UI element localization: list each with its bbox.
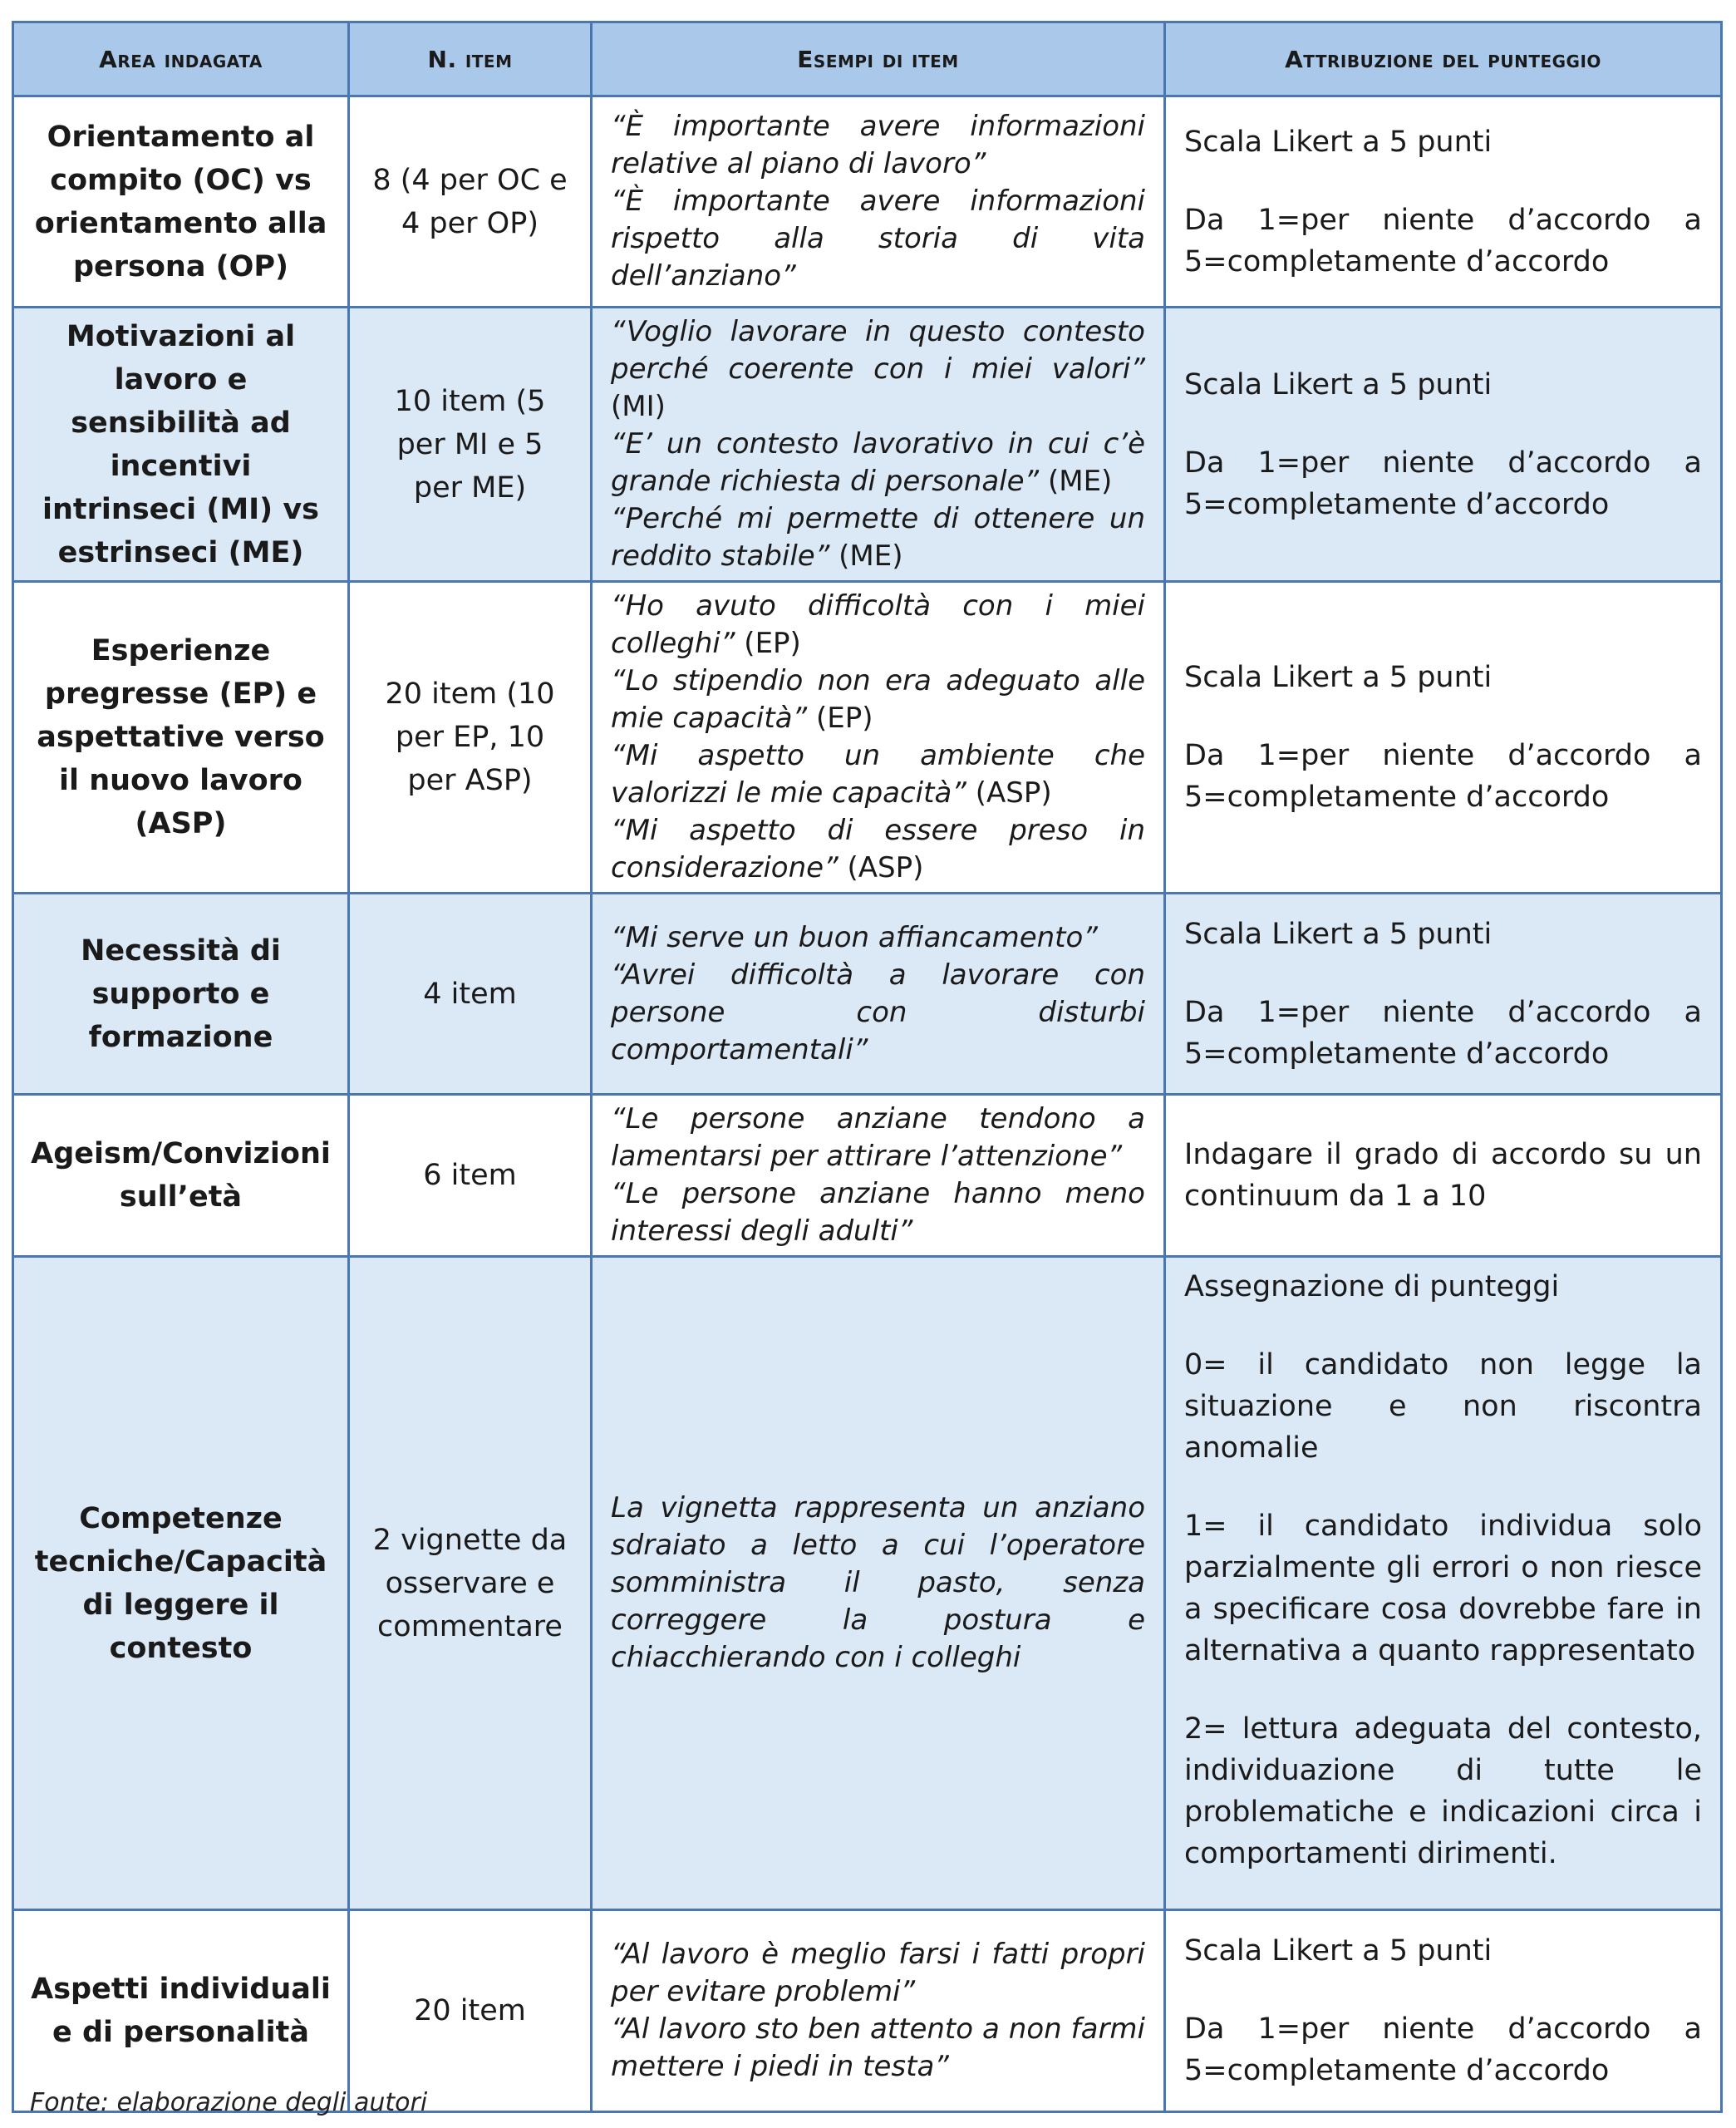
- example-tag: (ME): [829, 539, 903, 573]
- example-item: [611, 588, 1145, 663]
- header-esempi: Esempi di item: [592, 22, 1165, 96]
- punteggio-cell: [1165, 1257, 1722, 1910]
- header-row: [13, 22, 1722, 96]
- example-item: [611, 1175, 1145, 1250]
- example-quote: “Mi serve un buon affiancamento”: [611, 920, 1098, 954]
- example-quote: La vignetta rappresenta un anziano sdraiato a letto a cui l’operatore somministra il pasto, senza correggere la postura e chiacchierando con i colleghi: [611, 1491, 1145, 1674]
- example-quote: “Mi aspetto di essere preso in considerazione”: [611, 814, 1145, 884]
- punteggio-cell: [1165, 1910, 1722, 2112]
- esempi-cell: [592, 582, 1165, 894]
- example-item: [611, 2011, 1145, 2086]
- example-item: [611, 663, 1145, 737]
- example-item: [611, 737, 1145, 812]
- punteggio-cell: [1165, 582, 1722, 894]
- punteggio-cell: [1165, 1095, 1722, 1257]
- example-tag: (ME): [1039, 465, 1113, 498]
- example-quote: “È importante avere informazioni rispetto alla storia di vita dell’anziano”: [611, 185, 1145, 293]
- example-tag: (ASP): [838, 851, 924, 884]
- nitem-cell: 2 vignette da osservare e commentare: [349, 1257, 592, 1910]
- table-row: [13, 1910, 1722, 2112]
- area-cell: Motivazioni al lavoro e sensibilità ad incentivi intrinseci (MI) vs estrinseci (ME): [13, 308, 349, 582]
- nitem-cell: 8 (4 per OC e 4 per OP): [349, 96, 592, 308]
- example-quote: “E’ un contesto lavorativo in cui c’è grande richiesta di personale”: [611, 427, 1145, 498]
- example-tag: (EP): [807, 702, 873, 735]
- example-quote: “Mi aspetto un ambiente che valorizzi le mie capacità”: [611, 739, 1145, 810]
- example-quote: “Ho avuto difficoltà con i miei colleghi”: [611, 589, 1145, 660]
- example-item: [611, 1936, 1145, 2011]
- example-quote: “Al lavoro è meglio farsi i fatti propri per evitare problemi”: [611, 1938, 1145, 2008]
- example-item: [611, 500, 1145, 575]
- punteggio-line: Scala Likert a 5 punti: [1184, 1934, 1493, 1968]
- example-quote: “Lo stipendio non era adeguato alle mie capacità”: [611, 664, 1145, 735]
- header-punteggio: Attribuzione del punteggio: [1165, 22, 1722, 96]
- esempi-cell: [592, 1910, 1165, 2112]
- header-nitem: N. item: [349, 22, 592, 96]
- esempi-cell: [592, 1257, 1165, 1910]
- esempi-cell: [592, 894, 1165, 1095]
- area-cell: Esperienze pregresse (EP) e aspettative verso il nuovo lavoro (ASP): [13, 582, 349, 894]
- table-row: [13, 96, 1722, 308]
- punteggio-line: 1= il candidato individua solo parzialmente gli errori o non riesce a specificare cosa dovrebbe fare in alternativa a quanto rappresentato: [1184, 1510, 1702, 1667]
- punteggio-line: Scala Likert a 5 punti: [1184, 125, 1493, 159]
- example-quote: “Le persone anziane tendono a lamentarsi per attirare l’attenzione”: [611, 1102, 1145, 1173]
- punteggio-line: Da 1=per niente d’accordo a 5=completamente d’accordo: [1184, 739, 1702, 814]
- nitem-cell: 10 item (5 per MI e 5 per ME): [349, 308, 592, 582]
- example-item: [611, 1101, 1145, 1175]
- punteggio-line: Assegnazione di punteggi: [1184, 1270, 1560, 1303]
- table-row: [13, 308, 1722, 582]
- punteggio-line: Da 1=per niente d’accordo a 5=completamente d’accordo: [1184, 203, 1702, 278]
- example-quote: “Al lavoro sto ben attento a non farmi mettere i piedi in testa”: [611, 2012, 1145, 2083]
- area-cell: Orientamento al compito (OC) vs orientamento alla persona (OP): [13, 96, 349, 308]
- example-item: [611, 108, 1145, 183]
- items-table: [12, 21, 1723, 2113]
- table-row: [13, 1257, 1722, 1910]
- nitem-cell: 6 item: [349, 1095, 592, 1257]
- punteggio-line: 2= lettura adeguata del contesto, individuazione di tutte le problematiche e indicazioni circa i comportamenti dirimenti.: [1184, 1712, 1702, 1870]
- example-item: [611, 919, 1145, 957]
- table-row: [13, 1095, 1722, 1257]
- punteggio-cell: [1165, 96, 1722, 308]
- nitem-cell: 20 item (10 per EP, 10 per ASP): [349, 582, 592, 894]
- source-note: Fonte: elaborazione degli autori: [30, 2088, 428, 2117]
- esempi-cell: [592, 308, 1165, 582]
- punteggio-line: 0= il candidato non legge la situazione e non riscontra anomalie: [1184, 1348, 1702, 1465]
- example-tag: (MI): [611, 390, 666, 423]
- example-quote: “Le persone anziane hanno meno interessi degli adulti”: [611, 1177, 1145, 1248]
- table-row: [13, 582, 1722, 894]
- area-cell: Competenze tecniche/Capacità di leggere il contesto: [13, 1257, 349, 1910]
- punteggio-cell: [1165, 308, 1722, 582]
- punteggio-line: Scala Likert a 5 punti: [1184, 367, 1493, 401]
- example-item: [611, 1490, 1145, 1677]
- punteggio-line: Indagare il grado di accordo su un continuum da 1 a 10: [1184, 1138, 1702, 1213]
- example-item: [611, 313, 1145, 426]
- area-cell: Ageism/Convizioni sull’età: [13, 1095, 349, 1257]
- example-quote: “Voglio lavorare in questo contesto perché coerente con i miei valori”: [611, 315, 1145, 386]
- area-cell: Necessità di supporto e formazione: [13, 894, 349, 1095]
- example-item: [611, 426, 1145, 500]
- punteggio-line: Scala Likert a 5 punti: [1184, 917, 1493, 951]
- area-cell: Aspetti individuali e di personalità: [13, 1910, 349, 2112]
- example-item: [611, 957, 1145, 1069]
- table-row: [13, 894, 1722, 1095]
- example-quote: “Avrei difficoltà a lavorare con persone con disturbi comportamentali”: [611, 958, 1145, 1066]
- nitem-cell: 4 item: [349, 894, 592, 1095]
- punteggio-line: Da 1=per niente d’accordo a 5=completamente d’accordo: [1184, 446, 1702, 521]
- example-tag: (EP): [735, 627, 801, 660]
- header-area: Area indagata: [13, 22, 349, 96]
- punteggio-line: Da 1=per niente d’accordo a 5=completamente d’accordo: [1184, 995, 1702, 1071]
- nitem-cell: 20 item: [349, 1910, 592, 2112]
- example-tag: (ASP): [966, 776, 1052, 810]
- punteggio-cell: [1165, 894, 1722, 1095]
- example-quote: “Perché mi permette di ottenere un reddito stabile”: [611, 502, 1145, 573]
- punteggio-line: Da 1=per niente d’accordo a 5=completamente d’accordo: [1184, 2012, 1702, 2087]
- esempi-cell: [592, 96, 1165, 308]
- example-item: [611, 183, 1145, 295]
- esempi-cell: [592, 1095, 1165, 1257]
- punteggio-line: Scala Likert a 5 punti: [1184, 661, 1493, 694]
- example-quote: “È importante avere informazioni relative al piano di lavoro”: [611, 110, 1145, 180]
- example-item: [611, 812, 1145, 887]
